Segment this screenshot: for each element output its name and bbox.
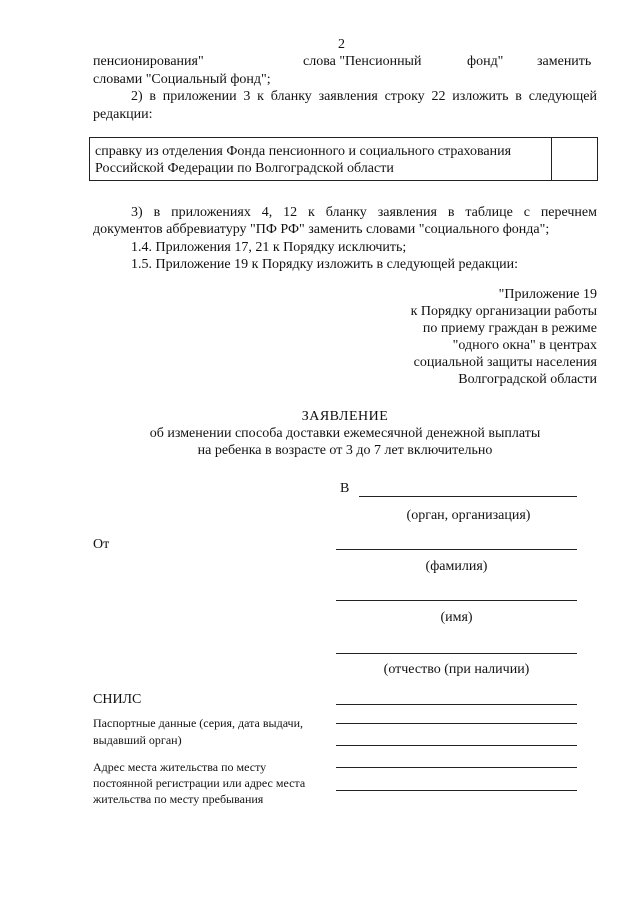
address-label-line1: Адрес места жительства по месту	[93, 760, 267, 774]
item3-line1: 3) в приложениях 4, 12 к бланку заявления в таблице с перечнем	[131, 205, 597, 220]
item15: 1.5. Приложение 19 к Порядку изложить в следующей редакции:	[131, 257, 518, 272]
intro-line1-c: фонд"	[467, 54, 504, 69]
address-field-line2	[336, 790, 577, 791]
name-caption: (имя)	[440, 610, 473, 625]
snils-label: СНИЛС	[93, 692, 142, 707]
item2-line2: редакции:	[93, 107, 153, 122]
intro-line1-d: заменить	[537, 54, 592, 69]
statement-title: ЗАЯВЛЕНИЕ	[301, 409, 389, 424]
surname-field-line	[336, 549, 577, 550]
passport-field-line1	[336, 723, 577, 724]
appendix-header-line4: "одного окна" в центрах	[452, 338, 597, 353]
patronymic-caption: (отчество (при наличии)	[383, 662, 530, 677]
item2-line1: 2) в приложении 3 к бланку заявления строку 22 изложить в следующей	[131, 89, 597, 104]
to-label: В	[340, 481, 350, 496]
address-label-line3: жительства по месту пребывания	[93, 792, 264, 806]
intro-line1-b: слова "Пенсионный	[303, 54, 422, 69]
address-label-line2: постоянной регистрации или адрес места	[93, 776, 306, 790]
organization-field-line	[359, 496, 577, 497]
passport-label-line1: Паспортные данные (серия, дата выдачи,	[93, 716, 304, 730]
statement-subtitle-line1: об изменении способа доставки ежемесячной денежной выплаты	[149, 426, 541, 441]
table-row-text-line2: Российской Федерации по Волгоградской области	[95, 161, 394, 176]
appendix-header-line3: по приему граждан в режиме	[422, 321, 597, 336]
snils-field-line	[336, 704, 577, 705]
table-cell-divider	[551, 138, 552, 180]
table-row-text-line1: справку из отделения Фонда пенсионного и социального страхования	[95, 144, 512, 159]
intro-line2: словами "Социальный фонд";	[93, 72, 271, 87]
surname-caption: (фамилия)	[425, 559, 488, 574]
statement-subtitle-line2: на ребенка в возрасте от 3 до 7 лет включительно	[197, 443, 493, 458]
address-field-line1	[336, 767, 577, 768]
patronymic-field-line	[336, 653, 577, 654]
appendix-header-line1: "Приложение 19	[498, 287, 597, 302]
intro-line1-a: пенсионирования"	[93, 54, 204, 69]
page-number: 2	[338, 37, 345, 52]
from-label: От	[93, 537, 110, 552]
appendix-header-line2: к Порядку организации работы	[410, 304, 597, 319]
passport-label-line2: выдавший орган)	[93, 733, 182, 747]
item3-line2: документов аббревиатуру "ПФ РФ" заменить словами "социального фонда";	[93, 222, 550, 237]
passport-field-line2	[336, 745, 577, 746]
appendix-header-line5: социальной защиты населения	[413, 355, 597, 370]
name-field-line	[336, 600, 577, 601]
organization-caption: (орган, организация)	[406, 508, 531, 523]
replacement-table-row	[89, 137, 598, 181]
appendix-header-line6: Волгоградской области	[458, 372, 597, 387]
item14: 1.4. Приложения 17, 21 к Порядку исключить;	[131, 240, 407, 255]
